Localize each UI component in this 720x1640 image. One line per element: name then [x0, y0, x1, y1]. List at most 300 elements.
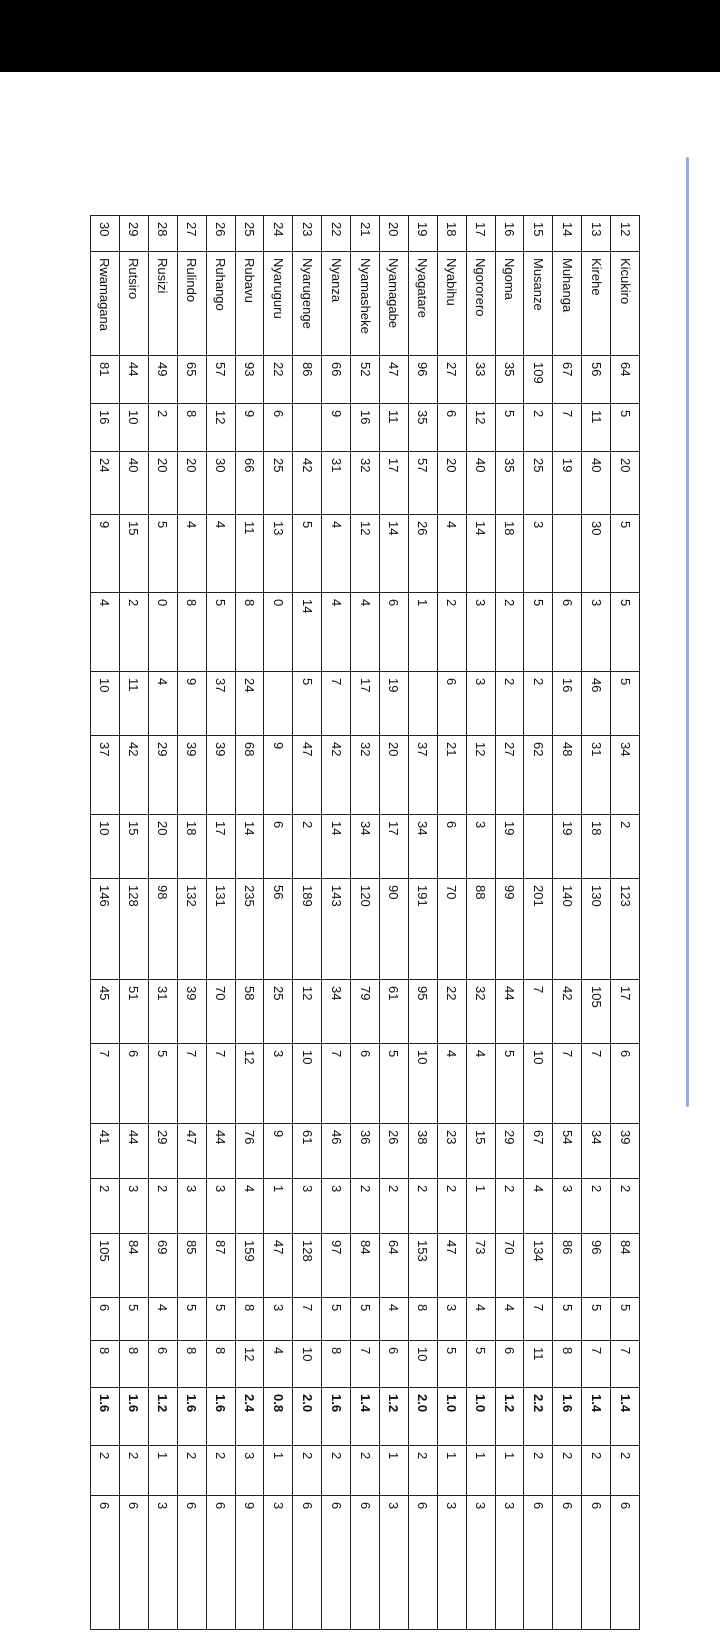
table-cell: 2 [293, 1446, 322, 1496]
table-cell: 6 [611, 1496, 640, 1630]
table-cell: 2 [611, 815, 640, 879]
table-cell: 9 [322, 404, 351, 452]
table-cell: 16 [351, 404, 380, 452]
table-cell: 15 [119, 815, 148, 879]
table-row [408, 216, 437, 1630]
table-cell: 12 [206, 404, 235, 452]
table-cell: 73 [466, 1234, 495, 1298]
table-cell: 8 [177, 404, 206, 452]
table-cell: 10 [293, 1044, 322, 1124]
table-cell: 6 [437, 672, 466, 736]
table-cell: 7 [293, 1298, 322, 1341]
district-name-cell: Nyagatare [408, 252, 437, 356]
table-cell: 81 [91, 356, 120, 404]
table-cell: 44 [206, 1124, 235, 1179]
rotated-table-container [90, 215, 640, 1589]
table-cell: 19 [495, 815, 524, 879]
table-cell: 191 [408, 879, 437, 980]
table-cell: 96 [582, 1234, 611, 1298]
table-cell: 4 [206, 515, 235, 593]
table-cell: 32 [351, 452, 380, 515]
table-cell: 3 [235, 1446, 264, 1496]
table-cell: 2 [91, 1179, 120, 1234]
row-number-cell: 21 [351, 216, 380, 252]
table-cell: 5 [611, 515, 640, 593]
table-cell: 6 [206, 1496, 235, 1630]
table-cell: 2 [408, 1179, 437, 1234]
table-cell: 5 [611, 404, 640, 452]
table-cell: 35 [495, 356, 524, 404]
table-cell: 6 [495, 1341, 524, 1388]
table-cell: 3 [148, 1496, 177, 1630]
table-row [206, 216, 235, 1630]
table-cell: 13 [264, 515, 293, 593]
table-cell: 8 [206, 1341, 235, 1388]
table-cell: 6 [379, 593, 408, 672]
table-row [264, 216, 293, 1630]
table-cell: 5 [553, 1298, 582, 1341]
table-cell: 2 [148, 1179, 177, 1234]
row-number-cell: 18 [437, 216, 466, 252]
table-cell: 3 [582, 593, 611, 672]
table-cell: 10 [408, 1044, 437, 1124]
table-cell: 10 [119, 404, 148, 452]
row-number-cell: 16 [495, 216, 524, 252]
table-cell: 2.0 [408, 1388, 437, 1446]
table-cell: 2.0 [293, 1388, 322, 1446]
table-cell: 2 [582, 1446, 611, 1496]
district-name-cell: Musanze [524, 252, 553, 356]
table-cell: 4 [235, 1179, 264, 1234]
table-cell: 70 [206, 980, 235, 1044]
table-cell: 6 [351, 1496, 380, 1630]
table-cell: 146 [91, 879, 120, 980]
table-cell: 40 [466, 452, 495, 515]
table-cell: 5 [495, 1044, 524, 1124]
table-cell: 132 [177, 879, 206, 980]
table-cell: 6 [264, 815, 293, 879]
table-cell: 6 [119, 1496, 148, 1630]
table-cell: 32 [466, 980, 495, 1044]
table-cell: 44 [495, 980, 524, 1044]
row-number-cell: 15 [524, 216, 553, 252]
table-cell: 76 [235, 1124, 264, 1179]
table-cell: 2 [495, 1179, 524, 1234]
table-cell: 97 [322, 1234, 351, 1298]
table-cell: 3 [437, 1496, 466, 1630]
table-cell: 34 [351, 815, 380, 879]
table-cell: 22 [437, 980, 466, 1044]
district-name-cell: Rubavu [235, 252, 264, 356]
table-row [437, 216, 466, 1630]
table-cell: 37 [91, 736, 120, 815]
table-cell: 5 [206, 593, 235, 672]
table-cell: 31 [148, 980, 177, 1044]
table-cell: 11 [524, 1341, 553, 1388]
table-cell: 17 [351, 672, 380, 736]
table-cell: 109 [524, 356, 553, 404]
row-number-cell: 22 [322, 216, 351, 252]
table-cell: 5 [206, 1298, 235, 1341]
table-cell: 52 [351, 356, 380, 404]
table-cell: 0 [264, 593, 293, 672]
table-cell: 21 [437, 736, 466, 815]
table-cell: 18 [495, 515, 524, 593]
table-cell: 4 [466, 1044, 495, 1124]
table-cell: 34 [408, 815, 437, 879]
table-cell: 14 [466, 515, 495, 593]
table-cell: 19 [379, 672, 408, 736]
table-cell: 37 [408, 736, 437, 815]
table-cell: 44 [119, 356, 148, 404]
table-cell: 3 [495, 1496, 524, 1630]
table-cell: 39 [611, 1124, 640, 1179]
table-cell: 65 [177, 356, 206, 404]
table-row [379, 216, 408, 1630]
district-name-cell: Ruhango [206, 252, 235, 356]
table-cell: 7 [322, 1044, 351, 1124]
table-cell: 54 [553, 1124, 582, 1179]
table-cell: 130 [582, 879, 611, 980]
table-cell: 47 [177, 1124, 206, 1179]
table-cell: 19 [553, 452, 582, 515]
district-name-cell: Nyabihu [437, 252, 466, 356]
table-cell: 7 [524, 1298, 553, 1341]
table-cell: 90 [379, 879, 408, 980]
table-cell: 86 [553, 1234, 582, 1298]
row-number-cell: 26 [206, 216, 235, 252]
table-cell: 11 [119, 672, 148, 736]
table-cell: 0 [148, 593, 177, 672]
table-cell: 5 [582, 1298, 611, 1341]
table-cell: 3 [524, 515, 553, 593]
table-cell: 6 [148, 1341, 177, 1388]
table-cell: 25 [264, 452, 293, 515]
table-cell: 6 [524, 1496, 553, 1630]
table-cell: 8 [177, 593, 206, 672]
table-cell: 4 [466, 1298, 495, 1341]
table-cell: 84 [119, 1234, 148, 1298]
table-cell: 66 [322, 356, 351, 404]
table-row [466, 216, 495, 1630]
table-cell: 3 [466, 1496, 495, 1630]
table-cell: 47 [264, 1234, 293, 1298]
row-number-cell: 12 [611, 216, 640, 252]
table-cell: 5 [177, 1298, 206, 1341]
table-cell: 1 [264, 1179, 293, 1234]
table-cell: 7 [322, 672, 351, 736]
table-cell: 2 [553, 1446, 582, 1496]
table-cell: 14 [293, 593, 322, 672]
row-number-cell: 29 [119, 216, 148, 252]
table-cell: 1.2 [495, 1388, 524, 1446]
table-cell: 0.8 [264, 1388, 293, 1446]
table-cell: 4 [322, 593, 351, 672]
table-cell: 98 [148, 879, 177, 980]
table-cell: 18 [177, 815, 206, 879]
table-cell: 34 [611, 736, 640, 815]
table-cell: 29 [495, 1124, 524, 1179]
table-cell: 4 [437, 1044, 466, 1124]
table-cell: 2 [495, 593, 524, 672]
table-cell: 56 [582, 356, 611, 404]
table-cell: 1.0 [437, 1388, 466, 1446]
table-cell: 11 [235, 515, 264, 593]
table-cell: 57 [206, 356, 235, 404]
table-cell: 128 [119, 879, 148, 980]
table-cell: 62 [524, 736, 553, 815]
table-cell: 6 [264, 404, 293, 452]
table-cell: 39 [206, 736, 235, 815]
table-cell: 10 [91, 815, 120, 879]
table-cell: 1.4 [611, 1388, 640, 1446]
table-cell: 27 [495, 736, 524, 815]
table-cell: 41 [91, 1124, 120, 1179]
table-cell: 1 [148, 1446, 177, 1496]
table-cell: 1.4 [351, 1388, 380, 1446]
district-name-cell: Nyamagabe [379, 252, 408, 356]
table-cell: 61 [379, 980, 408, 1044]
table-cell: 4 [437, 515, 466, 593]
table-cell: 2 [437, 1179, 466, 1234]
table-cell: 1.6 [119, 1388, 148, 1446]
row-number-cell: 20 [379, 216, 408, 252]
table-cell: 17 [206, 815, 235, 879]
table-cell: 2.4 [235, 1388, 264, 1446]
table-cell: 29 [148, 736, 177, 815]
table-cell: 6 [582, 1496, 611, 1630]
district-name-cell: Kirehe [582, 252, 611, 356]
table-cell: 15 [119, 515, 148, 593]
table-cell: 30 [206, 452, 235, 515]
table-cell: 1.6 [177, 1388, 206, 1446]
table-cell: 2 [524, 672, 553, 736]
table-cell: 24 [91, 452, 120, 515]
scrollbar[interactable] [686, 157, 689, 1107]
table-cell: 2 [351, 1446, 380, 1496]
table-cell: 2 [524, 404, 553, 452]
table-cell: 45 [91, 980, 120, 1044]
table-cell: 15 [466, 1124, 495, 1179]
table-cell: 2 [177, 1446, 206, 1496]
table-cell: 6 [91, 1298, 120, 1341]
table-cell: 35 [408, 404, 437, 452]
table-cell: 29 [148, 1124, 177, 1179]
table-cell: 48 [553, 736, 582, 815]
table-cell: 2 [119, 1446, 148, 1496]
table-cell: 5 [524, 593, 553, 672]
table-cell: 3 [379, 1496, 408, 1630]
district-name-cell: Ngororero [466, 252, 495, 356]
table-cell: 68 [235, 736, 264, 815]
table-cell: 46 [582, 672, 611, 736]
table-cell: 11 [582, 404, 611, 452]
table-cell: 5 [495, 404, 524, 452]
table-cell: 31 [582, 736, 611, 815]
table-cell: 88 [466, 879, 495, 980]
table-cell: 1.2 [379, 1388, 408, 1446]
table-cell: 10 [293, 1341, 322, 1388]
table-cell: 57 [408, 452, 437, 515]
table-cell: 159 [235, 1234, 264, 1298]
table-cell: 189 [293, 879, 322, 980]
table-cell: 8 [322, 1341, 351, 1388]
table-cell: 34 [582, 1124, 611, 1179]
table-cell: 20 [148, 452, 177, 515]
table-cell: 7 [524, 980, 553, 1044]
table-row [235, 216, 264, 1630]
table-cell: 64 [611, 356, 640, 404]
table-cell: 5 [611, 1298, 640, 1341]
table-cell: 2 [408, 1446, 437, 1496]
table-cell: 16 [91, 404, 120, 452]
table-cell: 11 [379, 404, 408, 452]
table-row [495, 216, 524, 1630]
table-cell: 3 [206, 1179, 235, 1234]
district-name-cell: Nyanza [322, 252, 351, 356]
table-cell: 1 [495, 1446, 524, 1496]
table-cell: 47 [293, 736, 322, 815]
table-cell: 120 [351, 879, 380, 980]
table-cell: 37 [206, 672, 235, 736]
table-cell: 4 [524, 1179, 553, 1234]
table-cell: 3 [322, 1179, 351, 1234]
table-cell: 1.6 [322, 1388, 351, 1446]
table-cell: 51 [119, 980, 148, 1044]
table-row [351, 216, 380, 1630]
table-cell: 95 [408, 980, 437, 1044]
table-cell: 9 [264, 736, 293, 815]
table-cell: 32 [351, 736, 380, 815]
row-number-cell: 13 [582, 216, 611, 252]
table-cell: 25 [524, 452, 553, 515]
table-cell: 96 [408, 356, 437, 404]
table-cell [264, 672, 293, 736]
table-cell: 39 [177, 980, 206, 1044]
table-cell: 20 [611, 452, 640, 515]
table-cell: 24 [235, 672, 264, 736]
table-cell: 131 [206, 879, 235, 980]
table-cell: 2 [322, 1446, 351, 1496]
table-cell: 3 [264, 1298, 293, 1341]
table-cell: 23 [437, 1124, 466, 1179]
table-cell: 4 [148, 1298, 177, 1341]
row-number-cell: 28 [148, 216, 177, 252]
table-cell: 7 [582, 1341, 611, 1388]
table-cell: 1 [379, 1446, 408, 1496]
district-name-cell: Nyarugenge [293, 252, 322, 356]
district-name-cell: Nyaruguru [264, 252, 293, 356]
row-number-cell: 24 [264, 216, 293, 252]
table-cell [293, 404, 322, 452]
table-cell: 36 [351, 1124, 380, 1179]
table-cell: 105 [582, 980, 611, 1044]
row-number-cell: 25 [235, 216, 264, 252]
district-name-cell: Ngoma [495, 252, 524, 356]
row-number-cell: 30 [91, 216, 120, 252]
table-cell: 134 [524, 1234, 553, 1298]
table-cell: 6 [91, 1496, 120, 1630]
table-cell: 9 [264, 1124, 293, 1179]
table-cell: 39 [177, 736, 206, 815]
table-cell: 64 [379, 1234, 408, 1298]
table-cell: 25 [264, 980, 293, 1044]
table-cell: 7 [553, 1044, 582, 1124]
table-cell: 12 [351, 515, 380, 593]
table-cell: 2 [495, 672, 524, 736]
table-cell: 6 [437, 815, 466, 879]
table-cell: 42 [119, 736, 148, 815]
table-cell: 6 [351, 1044, 380, 1124]
table-cell: 7 [206, 1044, 235, 1124]
table-row [177, 216, 206, 1630]
table-cell: 235 [235, 879, 264, 980]
table-cell: 7 [177, 1044, 206, 1124]
table-cell: 93 [235, 356, 264, 404]
table-row [91, 216, 120, 1630]
table-row [582, 216, 611, 1630]
table-cell: 40 [582, 452, 611, 515]
table-cell: 3 [437, 1298, 466, 1341]
table-cell: 5 [293, 515, 322, 593]
table-cell: 8 [177, 1341, 206, 1388]
table-cell: 9 [91, 515, 120, 593]
table-cell: 47 [437, 1234, 466, 1298]
table-cell: 1.4 [582, 1388, 611, 1446]
table-cell: 4 [351, 593, 380, 672]
table-cell: 42 [322, 736, 351, 815]
table-cell: 79 [351, 980, 380, 1044]
table-cell: 140 [553, 879, 582, 980]
table-cell: 4 [322, 515, 351, 593]
table-cell: 67 [524, 1124, 553, 1179]
table-cell: 8 [91, 1341, 120, 1388]
table-row [524, 216, 553, 1630]
table-cell: 31 [322, 452, 351, 515]
table-cell: 201 [524, 879, 553, 980]
table-cell: 86 [293, 356, 322, 404]
table-cell: 3 [466, 593, 495, 672]
table-cell: 20 [177, 452, 206, 515]
table-cell: 4 [379, 1298, 408, 1341]
table-cell: 4 [495, 1298, 524, 1341]
table-cell: 2 [351, 1179, 380, 1234]
table-cell: 6 [322, 1496, 351, 1630]
table-cell: 5 [611, 672, 640, 736]
table-cell: 84 [351, 1234, 380, 1298]
table-cell: 66 [235, 452, 264, 515]
table-cell: 87 [206, 1234, 235, 1298]
table-cell [408, 672, 437, 736]
table-cell: 99 [495, 879, 524, 980]
table-cell: 69 [148, 1234, 177, 1298]
table-cell: 6 [119, 1044, 148, 1124]
table-cell: 6 [293, 1496, 322, 1630]
table-cell: 12 [293, 980, 322, 1044]
table-cell: 2 [379, 1179, 408, 1234]
table-cell: 20 [437, 452, 466, 515]
table-row [148, 216, 177, 1630]
table-cell: 17 [379, 815, 408, 879]
table-cell: 123 [611, 879, 640, 980]
table-cell: 1 [466, 1179, 495, 1234]
table-cell: 8 [235, 593, 264, 672]
district-name-cell: Muhanga [553, 252, 582, 356]
table-cell: 3 [119, 1179, 148, 1234]
row-number-cell: 27 [177, 216, 206, 252]
table-cell: 2 [524, 1446, 553, 1496]
table-cell: 105 [91, 1234, 120, 1298]
